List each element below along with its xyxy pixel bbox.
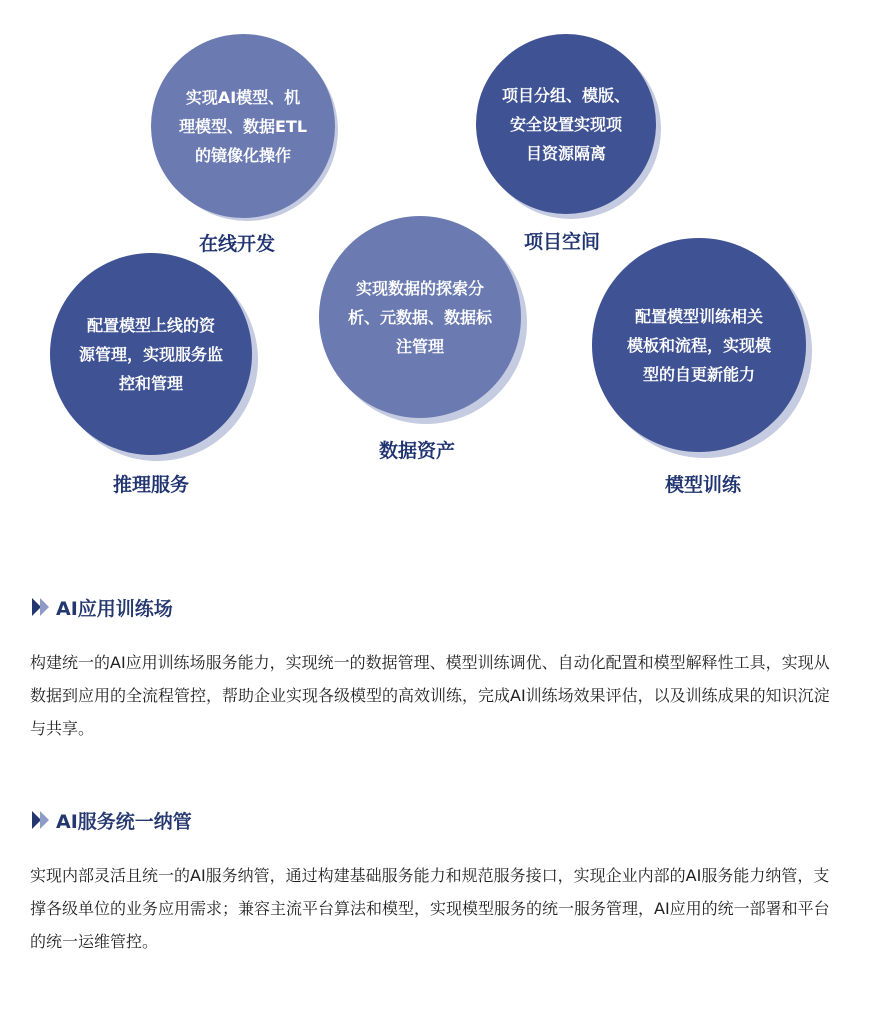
label-project-space: 项目空间: [523, 231, 601, 253]
circle-text: 配置模型训练相关 模板和流程，实现模 型的自更新能力: [626, 306, 771, 384]
section-body: 构建统一的AI应用训练场服务能力，实现统一的数据管理、模型训练调优、自动化配置和模型解释性工具，实现从数据到应用的全流程管控，帮助企业实现各级模型的高效训练，完成AI训练场效果评估，以及训练成果的知识沉淀与共享。: [30, 653, 830, 738]
label-online-dev: 在线开发: [198, 233, 276, 255]
label-model-training: 模型训练: [664, 474, 742, 496]
label-inference-service: 推理服务: [112, 474, 190, 496]
section-ai-training-ground: [30, 594, 830, 745]
circle-text: 实现数据的探索分 析、元数据、数据标 注管理: [347, 278, 492, 356]
section-body: 实现内部灵活且统一的AI服务纳管，通过构建基础服务能力和规范服务接口，实现企业内部的AI服务能力纳管，支撑各级单位的业务应用需求；兼容主流平台算法和模型，实现模型服务的统一服务管理，AI应用的统一部署和平台的统一运维管控。: [30, 866, 830, 951]
circle-text: 项目分组、模版、 安全设置实现项 目资源隔离: [501, 85, 630, 163]
section-ai-service-management: [30, 807, 830, 958]
section-heading: [30, 807, 830, 833]
circle-text: 配置模型上线的资 源管理，实现服务监 控和管理: [78, 315, 223, 393]
circle-text: 实现AI模型、机 理模型、数据ETL 的镜像化操作: [178, 87, 308, 165]
section-title: AI应用训练场: [56, 597, 173, 620]
circle-data-assets: [319, 216, 521, 418]
circle-project-space: [476, 34, 656, 214]
circle-model-training: [592, 238, 806, 452]
double-chevron-icon: [30, 809, 50, 831]
circle-online-dev: [151, 34, 335, 218]
section-heading: [30, 594, 830, 620]
label-data-assets: 数据资产: [378, 440, 456, 462]
section-title: AI服务统一纳管: [56, 810, 192, 833]
double-chevron-icon: [30, 596, 50, 618]
circle-inference-service: [50, 253, 252, 455]
